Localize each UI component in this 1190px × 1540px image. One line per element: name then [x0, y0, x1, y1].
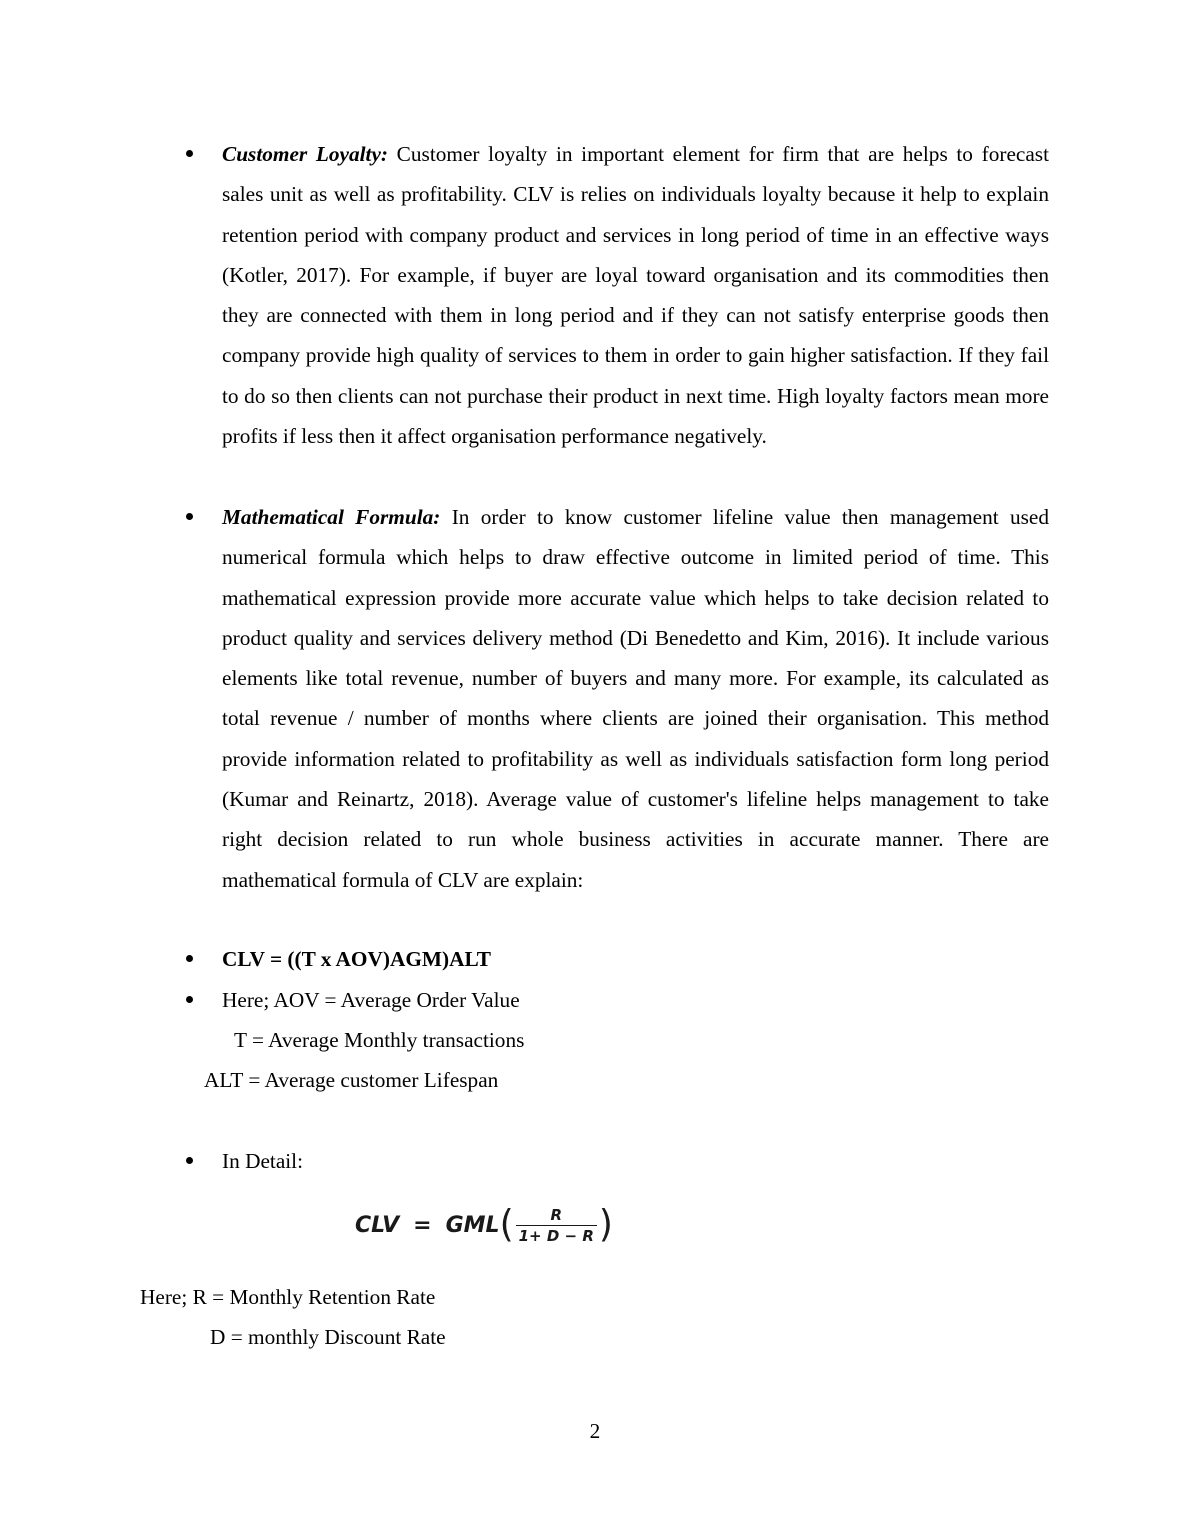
equation-open-paren: (	[499, 1202, 514, 1246]
paragraph-text: Customer loyalty in important element for firm that are helps to forecast sales unit as well as profitability. CLV is relies on individuals loyalty because it help to explain retention period with company product and services in long period of time in an effective ways (Kotler, 2017). For example, if buyer are loyal toward organisation and its commodities then they are connected with them in long period and if they can not satisfy enterprise goods then company provide high quality of services to them in order to gain higher satisfaction. If they fail to do so then clients can not purchase their product in next time. High loyalty factors mean more profits if less then it affect organisation performance negatively.	[222, 142, 1050, 449]
bullet-icon	[186, 996, 193, 1003]
list-item-customer-loyalty	[222, 134, 1049, 456]
equation-denominator: 1+ D − R	[516, 1225, 597, 1245]
r-definition: Here; R = Monthly Retention Rate	[140, 1285, 436, 1309]
bullet-icon	[186, 1157, 193, 1164]
equation-numerator: R	[550, 1205, 563, 1224]
term-label: Customer Loyalty:	[222, 142, 389, 166]
clv-equation	[355, 1203, 613, 1247]
bullet-icon	[186, 513, 193, 520]
clv-formula: CLV = ((T x AOV)AGM)ALT	[222, 947, 491, 971]
equation-lhs: CLV	[355, 1212, 400, 1238]
list-item-mathematical-formula	[222, 497, 1049, 900]
equation-fraction	[516, 1206, 597, 1245]
alt-definition: ALT = Average customer Lifespan	[204, 1068, 499, 1092]
bullet-icon	[186, 150, 193, 157]
page-number: 2	[589, 1419, 601, 1443]
aov-definition: Here; AOV = Average Order Value	[222, 988, 520, 1012]
term-label: Mathematical Formula:	[222, 505, 441, 529]
equation-gml: GML	[445, 1212, 500, 1238]
in-detail-label: In Detail:	[222, 1149, 304, 1173]
d-definition: D = monthly Discount Rate	[210, 1325, 446, 1349]
t-definition: T = Average Monthly transactions	[234, 1028, 525, 1052]
equation-close-paren: )	[598, 1202, 613, 1246]
paragraph-text: In order to know customer lifeline value then management used numerical formula which helps to draw effective outcome in limited period of time. This mathematical expression provide more accurate value which helps to take decision related to product quality and services delivery method (Di Benedetto and Kim, 2016). It include various elements like total revenue, number of buyers and many more. For example, its calculated as total revenue / number of months where clients are joined their organisation. This method provide information related to profitability as well as individuals satisfaction form long period (Kumar and Reinartz, 2018). Average value of customer's lifeline helps management to take right decision related to run whole business activities in accurate manner. There are mathematical formula of CLV are explain:	[222, 505, 1050, 892]
bullet-icon	[186, 955, 193, 962]
equation-equals: =	[413, 1212, 432, 1238]
